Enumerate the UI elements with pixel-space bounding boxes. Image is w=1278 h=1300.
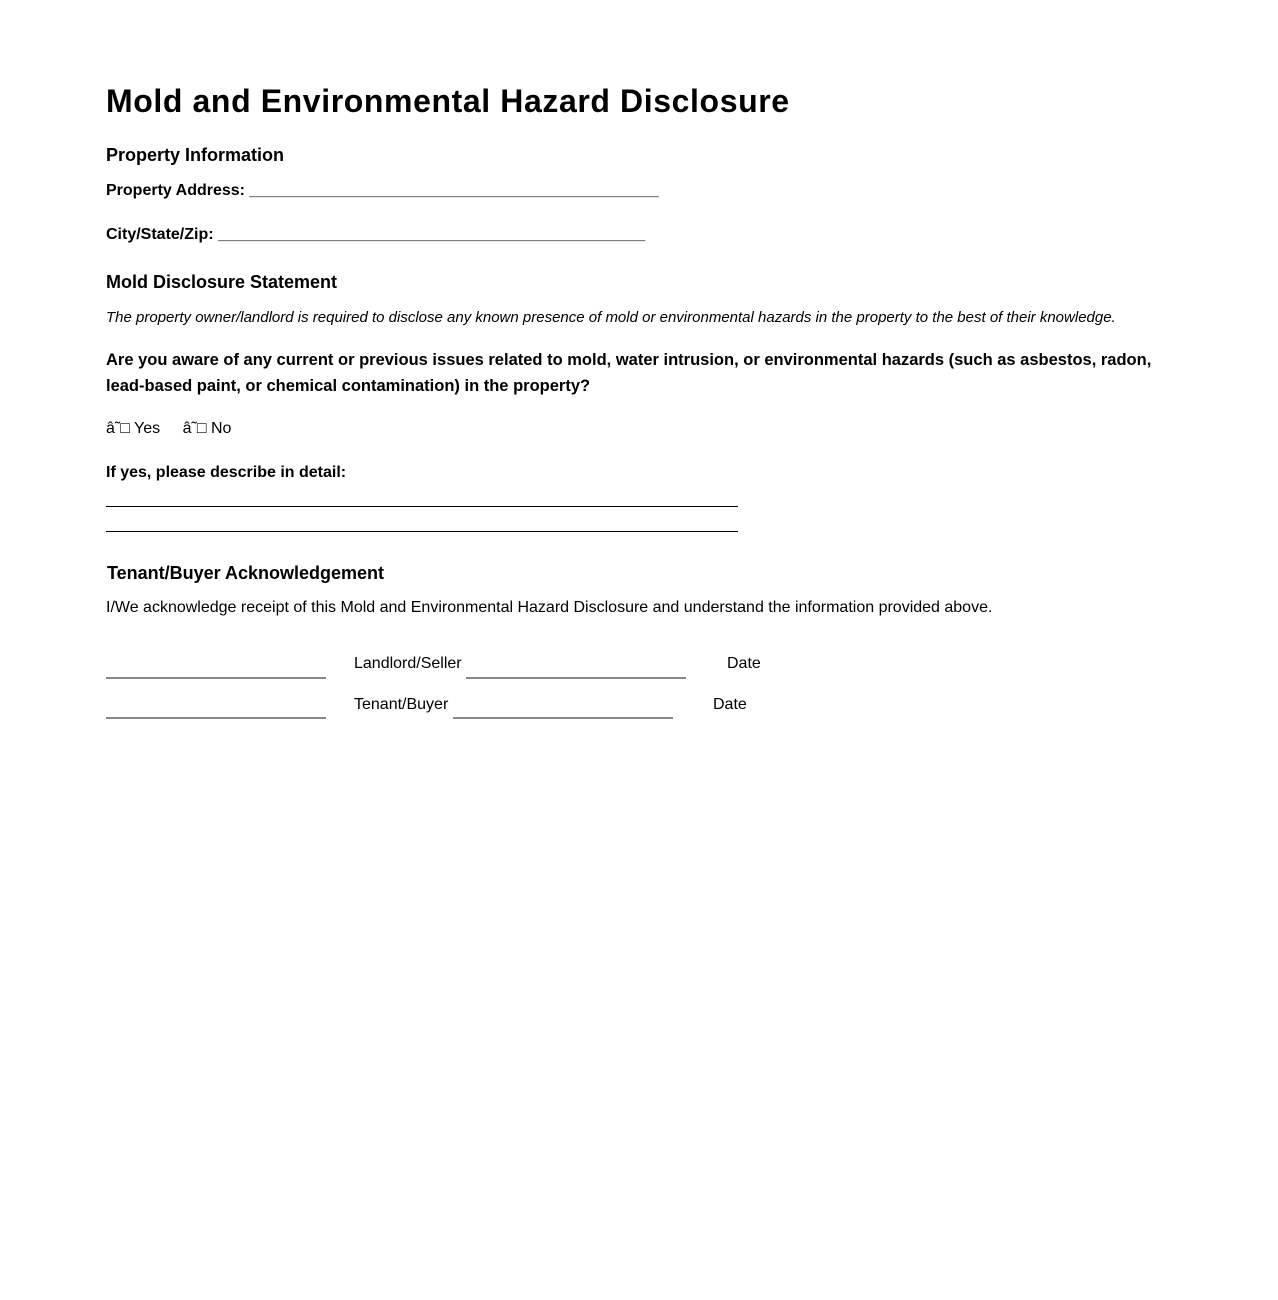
- tenant-buyer-label: Tenant/Buyer: [354, 696, 449, 713]
- tenant-date-label: Date: [713, 696, 747, 713]
- acknowledgement-heading: Tenant/Buyer Acknowledgement: [107, 563, 385, 583]
- landlord-seller-label: Landlord/Seller: [354, 655, 462, 672]
- checkbox-icon[interactable]: â˜□: [182, 420, 207, 437]
- option-no-label: No: [210, 420, 232, 437]
- city-state-zip-field[interactable]: City/State/Zip: ________________________________________________: [106, 226, 646, 243]
- property-address-field[interactable]: Property Address: ______________________________________________: [106, 182, 659, 199]
- checkbox-icon[interactable]: â˜□: [106, 420, 130, 437]
- acknowledgement-text: I/We acknowledge receipt of this Mold and Environmental Hazard Disclosure and understand the information provided above.: [106, 599, 993, 616]
- disclosure-question: Are you aware of any current or previous issues related to mold, water intrusion, or environmental hazards (such as asbestos, radon, lead-based paint, or chemical contamination) in the property?: [106, 351, 1152, 395]
- detail-line-2[interactable]: [106, 531, 738, 532]
- option-yes[interactable]: [106, 420, 165, 437]
- option-no[interactable]: [183, 420, 232, 437]
- detail-line-1[interactable]: [106, 506, 738, 507]
- detail-label: If yes, please describe in detail:: [106, 464, 347, 481]
- landlord-date-label: Date: [727, 655, 761, 672]
- disclosure-statement: The property owner/landlord is required to disclose any known presence of mold or environmental hazards in the property to the best of their knowledge.: [106, 309, 1116, 326]
- tenant-signature-line[interactable]: [106, 717, 326, 719]
- mold-disclosure-heading: Mold Disclosure Statement: [106, 272, 338, 292]
- landlord-date-line[interactable]: [466, 677, 686, 679]
- document-title: Mold and Environmental Hazard Disclosure: [106, 83, 790, 119]
- option-yes-label: Yes: [134, 420, 161, 437]
- landlord-signature-line[interactable]: [106, 677, 326, 679]
- yes-no-options: [106, 420, 249, 438]
- property-info-heading: Property Information: [106, 145, 285, 165]
- tenant-date-line[interactable]: [453, 717, 673, 719]
